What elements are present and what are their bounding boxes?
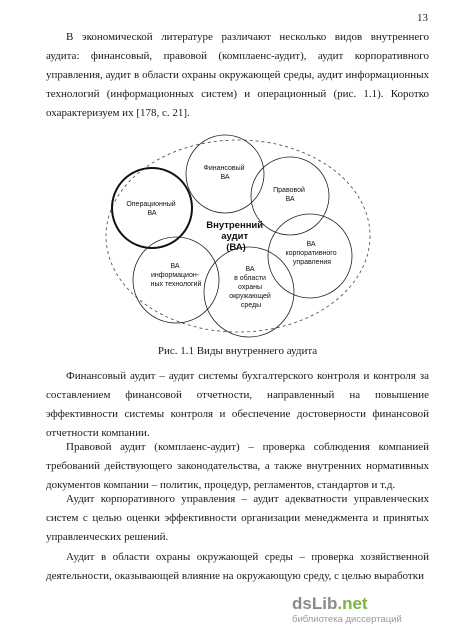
dslib-logo: dsLib.net bbox=[292, 594, 368, 613]
label-financial: Финансовый ВА bbox=[203, 165, 245, 181]
dslib-tagline: библиотека диссертаций bbox=[292, 614, 402, 625]
paragraph-legal-audit: Правовой аудит (комплаенс-аудит) – проверка соблюдения компанией требований действующего законодательства, а также внутренних нормативных документов компании – политик, процедур, регламентов, стандартов и т.д. bbox=[46, 441, 429, 491]
internal-audit-diagram bbox=[96, 128, 376, 340]
label-it: ВА информацион- ных технологий bbox=[150, 263, 202, 288]
figure-caption: Рис. 1.1 Виды внутреннего аудита bbox=[157, 345, 318, 357]
label-corporate: ВА корпоративного управления bbox=[285, 241, 337, 266]
paragraph-financial-audit: Финансовый аудит – аудит системы бухгалтерского контроля и контроля за составлением финансовой отчетности, направленный на повышение эффективности системы контроля и обеспечение достоверности финансовой отчетности компании. bbox=[46, 370, 429, 439]
center-label: Внутренний аудит (ВА) bbox=[206, 220, 264, 253]
page-number: 13 bbox=[417, 12, 428, 24]
label-operational: Операционный ВА bbox=[126, 201, 176, 217]
intro-paragraph: В экономической литературе различают несколько видов внутреннего аудита: финансовый, правовой (комплаенс-аудит), аудит корпоративного управления, аудит в области охраны окружающей среды, аудит информационных технологий (информационных систем) и операционный (рис. 1.1). Коротко охарактеризуем их [178, с. 21]. bbox=[46, 31, 429, 119]
label-environment: ВА в области охраны окружающей среды bbox=[229, 266, 271, 309]
circle-operational bbox=[112, 168, 192, 248]
label-legal: Правовой ВА bbox=[273, 187, 305, 203]
dslib-watermark bbox=[292, 588, 442, 628]
paragraph-corporate-audit: Аудит корпоративного управления – аудит адекватности управленческих систем с целью оценки эффективности организации менеджмента и принятых управленческих решений. bbox=[46, 493, 429, 543]
paragraph-environment-audit: Аудит в области охраны окружающей среды – проверка хозяйственной деятельности, оказывающей влияние на окружающую среду, с целью выработки bbox=[46, 551, 429, 582]
circle-it bbox=[133, 237, 219, 323]
